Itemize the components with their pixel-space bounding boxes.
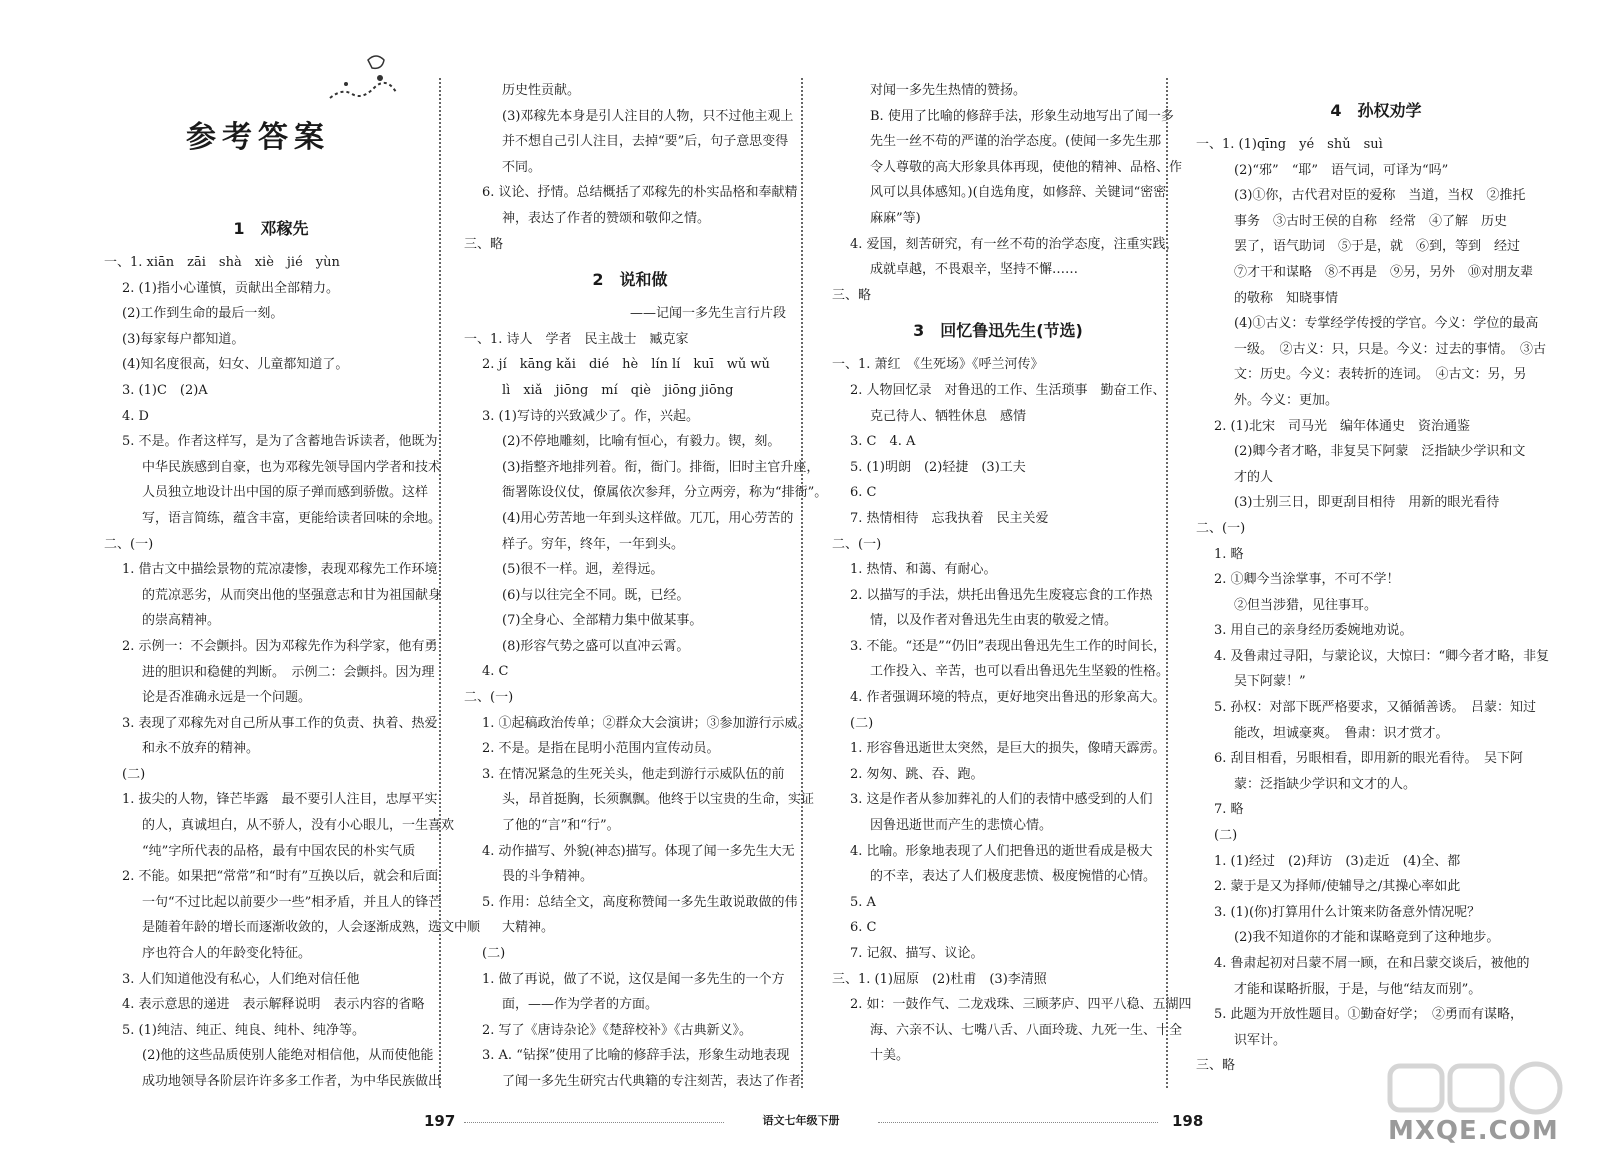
answer-line: (3)①你，古代君对臣的爱称 当道，当权 ②推托 [1234,188,1526,204]
answer-line: 先生一丝不苟的严谨的治学态度。(使闻一多先生那 [870,134,1162,150]
answer-line: 识军计。 [1234,1032,1287,1048]
answer-line: 一、1. 萧红 《生死场》《呼兰河传》 [832,357,1044,373]
answer-line: 畏的斗争精神。 [502,869,594,885]
answer-line: 是随着年龄的增长而逐渐收敛的，人会逐渐成熟，选文中顺 [142,920,481,936]
answer-line: 2. 写了《唐诗杂论》《楚辞校补》《古典新义》。 [482,1022,753,1038]
column-4 [1196,88,1556,1079]
answer-line: (3)每家每户都知道。 [122,331,245,347]
answer-line: 2. 以描写的手法，烘托出鲁迅先生废寝忘食的工作热 [850,587,1153,603]
answer-line: 事务 ③古时王侯的自称 经常 ④了解 历史 [1234,213,1508,229]
answer-line: 大精神。 [502,920,555,936]
answer-line: (2)工作到生命的最后一刻。 [122,306,284,322]
answer-line: 4. C [482,664,509,680]
answer-line: 神，表达了作者的赞颂和敬仰之情。 [502,210,711,226]
answer-line: 2. jí kāng kǎi dié hè lín lí kuī wǔ wǔ [482,357,770,373]
footer-book-title: 语文七年级下册 [762,1114,840,1127]
answer-line: 人员独立地设计出中国的原子弹而感到骄傲。这样 [142,485,429,501]
answer-line: 6. 议论、抒情。总结概括了邓稼先的朴实品格和奉献精 [482,185,798,201]
answer-line: 2. 蒙于是又为择师/使辅导之/其操心率如此 [1214,879,1461,895]
answer-line: 3. (1)C (2)A [122,382,208,398]
answer-line: 论是否准确永远是一个问题。 [142,690,312,706]
answer-line: 的崇高精神。 [142,613,221,629]
answer-line: (3)邓稼先本身是引人注目的人物，只不过他主观上 [502,108,794,124]
answer-line: 才能和谋略折服，于是，与他“结友而别”。 [1234,981,1482,997]
answer-line: 1. 形容鲁迅逝世太突然，是巨大的损失，像晴天霹雳。 [850,741,1166,757]
answer-line: 面，——作为学者的方面。 [502,997,659,1013]
answer-line: 的不幸，表达了人们极度悲愤、极度惋惜的心情。 [870,869,1157,885]
answer-line: 7. 热情相待 忘我执着 民主关爱 [850,510,1049,526]
answer-line: (二) [1214,828,1238,844]
answer-line: (4)知名度很高，妇女、儿童都知道了。 [122,357,349,373]
answer-line: 罢了，语气助词 ⑤于是，就 ⑥到，等到 经过 [1234,239,1521,255]
answer-line: 十美。 [870,1048,910,1064]
answer-line: 一级。 ②古义：只，只是。今义：过去的事情。 ③古 [1234,341,1547,357]
answer-line: 2. 人物回忆录 对鲁迅的工作、生活琐事 勤奋工作、 [850,382,1166,398]
answer-line: 6. C [850,920,877,936]
column-divider [439,78,441,1088]
answer-line: 三、略 [464,236,504,252]
answer-line: 情，以及作者对鲁迅先生由衷的敬爱之情。 [870,613,1118,629]
section-title: 1 邓稼先 [233,219,309,238]
answer-line: (2)卿今者才略，非复吴下阿蒙 泛指缺少学识和文 [1234,444,1526,460]
answer-line: (7)全身心、全部精力集中做某事。 [502,613,703,629]
answer-line: 进的胆识和稳健的判断。 示例二：会颤抖。因为理 [142,664,435,680]
answer-line: 3. 在情况紧急的生死关头，他走到游行示威队伍的前 [482,766,785,782]
answer-line: B. 使用了比喻的修辞手法，形象生动地写出了闻一多 [870,108,1174,124]
answer-line: (2)不停地雕刻，比喻有恒心，有毅力。锲，刻。 [502,434,781,450]
section-subtitle: ——记闻一多先生言行片段 [629,306,786,322]
answer-line: 4. D [122,408,149,424]
answer-line: 3. C 4. A [850,434,916,450]
answer-line: 3. 表现了邓稼先对自己所从事工作的负责、执着、热爱 [122,715,438,731]
answer-line: “纯”字所代表的品格，最有中国农民的朴实气质 [142,843,416,859]
answer-line: (二) [850,715,874,731]
answer-line: (8)形容气势之盛可以直冲云霄。 [502,638,690,654]
column-1 [104,206,481,1095]
answer-line: 和永不放弃的精神。 [142,741,260,757]
answer-line: 1. 借古文中描绘景物的荒凉凄惨，表现邓稼先工作环境 [122,562,438,578]
answer-line: 3. 不能。“还是”“仍旧”表现出鲁迅先生工作的时间长， [850,638,1167,654]
answer-line: 1. ①起稿政治传单；②群众大会演讲；③参加游行示威。 [482,715,811,731]
section-title: 3 回忆鲁迅先生(节选) [913,321,1083,341]
answer-line: (二) [122,766,146,782]
answer-line: 5. 孙权：对部下既严格要求，又循循善诱。 吕蒙：知过 [1214,700,1537,716]
answer-line: 三、1. (1)屈原 (2)杜甫 (3)李清照 [832,971,1047,987]
answer-line: 样子。穷年，终年，一年到头。 [502,536,685,552]
answer-line: 3. (1)写诗的兴致减少了。作，兴起。 [482,408,699,424]
answer-line: 1. (1)经过 (2)拜访 (3)走近 (4)全、都 [1214,853,1461,869]
answer-line: 6. 刮目相看，另眼相看，即用新的眼光看待。 吴下阿 [1214,751,1524,767]
answer-line: 令人尊敬的高大形象具体再现，使他的精神、品格、作 [870,159,1183,175]
answer-line: 不同。 [502,159,542,175]
answer-line: (4)用心劳苦地一年到头这样做。兀兀，用心劳苦的 [502,510,794,526]
answer-line: 风可以具体感知。)(自选角度，如修辞、关键词“密密 [870,185,1167,201]
answer-line: 一句“不过比起以前要少一些”相矛盾，并且人的锋芒 [142,894,442,910]
answer-line: 了他的“言”和“行”。 [502,818,620,834]
answer-line: 5. 作用：总结全文，高度称赞闻一多先生敢说敢做的伟 [482,894,798,910]
answer-line: 3. (1)(你)打算用什么计策来防备意外情况呢？ [1214,904,1481,920]
answer-line: 海、六亲不认、七嘴八舌、八面玲珑、九死一生、十全 [870,1022,1183,1038]
answer-line: 1. 热情、和蔼、有耐心。 [850,562,997,578]
answer-line: 的荒凉恶劣，从而突出他的坚强意志和甘为祖国献身 [142,587,442,603]
answer-line: 蒙：泛指缺少学识和文才的人。 [1234,776,1417,792]
answer-line: 文：历史。今义：表转折的连词。 ④古文：另，另 [1234,367,1527,383]
answer-line: 因鲁迅逝世而产生的悲愤心情。 [870,818,1053,834]
answer-line: (2)我不知道你的才能和谋略竟到了这种地步。 [1234,930,1500,946]
answer-line: 成就卓越，不畏艰辛，坚持不懈…… [870,262,1079,278]
answer-line: 的人，真诚坦白，从不骄人，没有小心眼儿，一生喜欢 [142,818,455,834]
left-page-number: 197 [424,1112,456,1130]
answer-line: 能改，坦诚豪爽。 鲁肃：识才赏才。 [1234,725,1449,741]
answer-line: (3)指整齐地排列着。衔，衙门。排衙，旧时主官升座， [502,459,820,475]
answer-line: 一、1. (1)qīng yé shǔ suì [1196,137,1383,152]
footer-rule [464,1122,724,1123]
answer-line: 并不想自己引人注目，去掉“要”后，句子意思变得 [502,134,789,150]
answer-line: 6. C [850,485,877,501]
answer-line: 才的人 [1234,469,1274,485]
answer-line: 4. 作者强调环境的特点，更好地突出鲁迅的形象高大。 [850,690,1166,706]
answer-line: (6)与以往完全不同。既，已经。 [502,587,690,603]
answer-line: 4. 及鲁肃过寻阳，与蒙论议，大惊曰：“卿今者才略，非复 [1214,648,1550,664]
answer-line: 成功地领导各阶层许许多多工作者，为中华民族做出 [142,1074,442,1089]
answer-line: 2. (1)北宋 司马光 编年体通史 资治通鉴 [1214,418,1470,434]
answer-line: 4. 爱国，刻苦研究，有一丝不苟的治学态度，注重实践， [850,236,1179,252]
answer-line: 历史性贡献。 [502,83,581,98]
answer-line: 2. 匆匆、跳、吞、跑。 [850,766,984,782]
answer-line: 衙署陈设仪仗，僚属依次参拜，分立两旁，称为“排衙”。 [502,485,828,501]
right-page-number: 198 [1172,1112,1204,1130]
answer-line: 5. 此题为开放性题目。①勤奋好学； ②勇而有谋略， [1214,1007,1524,1023]
answer-line: 2. ①卿今当涂掌事，不可不学！ [1214,572,1400,588]
answer-line: 3. 这是作者从参加葬礼的人们的表情中感受到的人们 [850,792,1153,808]
answer-line: 吴下阿蒙！” [1234,674,1306,690]
answer-line: (3)士别三日，即更刮目相待 用新的眼光看待 [1234,495,1500,511]
answer-line: 7. 略 [1214,802,1244,818]
answer-line: 了闻一多先生研究古代典籍的专注刻苦，表达了作者 [502,1073,802,1089]
answer-line: 3. A. “钻探”使用了比喻的修辞手法，形象生动地表现 [482,1048,790,1064]
answer-line: 2. 不是。是指在昆明小范围内宣传动员。 [482,741,720,757]
answer-line: (二) [482,946,506,961]
answer-line: 二、(一) [832,536,882,552]
answer-line: 二、(一) [1196,520,1246,536]
answer-line: 4. 表示意思的递进 表示解释说明 表示内容的省略 [122,997,425,1013]
answer-line: (4)①古义：专掌经学传授的学官。今义：学位的最高 [1234,316,1539,332]
answer-line: 写，语言简练，蕴含丰富，更能给读者回味的余地。 [142,510,442,526]
answer-line: 4. 鲁肃起初对吕蒙不屑一顾，在和吕蒙交谈后，被他的 [1214,956,1530,971]
answer-line: 5. A [850,894,876,910]
answer-line: 三、略 [832,287,872,303]
column-divider [801,78,803,1088]
answer-line: 对闻一多先生热情的赞扬。 [870,83,1027,98]
decorative-flourish-icon [322,48,412,108]
answer-line: 外。今义：更加。 [1234,392,1339,408]
answer-line: (2)他的这些品质使别人能绝对相信他，从而使他能 [142,1048,434,1064]
answer-line: 4. 动作描写、外貌(神态)描写。体现了闻一多先生大无 [482,843,795,859]
page-title: 参考答案 [186,120,330,155]
answer-line: 1. 做了再说，做了不说，这仅是闻一多先生的一个方 [482,971,785,987]
answer-line: 7. 记叙、描写、议论。 [850,946,984,961]
answer-line: 一、1. 诗人 学者 民主战士 臧克家 [464,331,689,347]
answer-line: 工作投入、辛苦，也可以看出鲁迅先生坚毅的性格。 [870,664,1170,680]
answer-line: 的敬称 知晓事情 [1234,290,1339,306]
answer-line: (5)很不一样。迥，差得远。 [502,562,664,578]
watermark-text: MXQE.COM [1388,1116,1559,1146]
section-title: 2 说和做 [592,270,668,290]
answer-line: 中华民族感到自豪，也为邓稼先领导国内学者和技术 [142,459,442,475]
answer-line: 麻麻”等) [870,210,921,226]
column-2 [464,78,828,1095]
answer-line: 5. (1)明朗 (2)轻捷 (3)工夫 [850,459,1026,475]
answer-line: 1. 拔尖的人物，锋芒毕露 最不要引人注目，忠厚平实 [122,792,438,808]
answer-line: 4. 比喻。形象地表现了人们把鲁迅的逝世看成是极大 [850,843,1153,859]
answer-line: ⑦才干和谋略 ⑧不再是 ⑨另，另外 ⑩对朋友辈 [1234,264,1534,280]
answer-line: 三、略 [1196,1058,1236,1074]
answer-line: 2. (1)指小心谨慎，贡献出全部精力。 [122,280,339,296]
column-divider [1166,78,1168,1088]
answer-line: 5. (1)纯洁、纯正、纯良、纯朴、纯净等。 [122,1022,365,1038]
answer-line: 1. 略 [1214,546,1244,562]
answer-line: 2. 如：一鼓作气、二龙戏珠、三顾茅庐、四平八稳、五湖四 [850,997,1192,1013]
answer-line: 二、(一) [464,690,514,706]
answer-line: 2. 示例一：不会颤抖。因为邓稼先作为科学家，他有勇 [122,638,438,654]
column-3 [832,78,1192,1069]
answer-line: 序也符合人的年龄变化特征。 [142,946,312,962]
answer-line: 头，昂首挺胸，长须飘飘。他终于以宝贵的生命，实证 [502,792,815,808]
answer-line: 5. 不是。作者这样写，是为了含蓄地告诉读者，他既为 [122,434,438,450]
answer-line: 2. 不能。如果把“常常”和“时有”互换以后，就会和后面 [122,869,439,885]
answer-line: lì xiǎ jiōng mí qiè jiōng jiōng [502,382,734,398]
answer-line: 3. 人们知道他没有私心，人们绝对信任他 [122,971,360,987]
answer-line: ②但当涉猎，见往事耳。 [1234,597,1378,613]
answer-line: 3. 用自己的亲身经历委婉地劝说。 [1214,623,1413,639]
answer-line: 一、1. xiān zāi shà xiè jié yùn [104,255,340,270]
answer-line: 二、(一) [104,536,154,552]
footer-rule [878,1122,1158,1123]
answer-line: (2)“邪” “耶” 语气词，可译为“吗” [1234,162,1449,178]
answer-line: 克己待人、牺牲休息 感情 [870,408,1027,424]
section-title: 4 孙权劝学 [1330,101,1422,120]
